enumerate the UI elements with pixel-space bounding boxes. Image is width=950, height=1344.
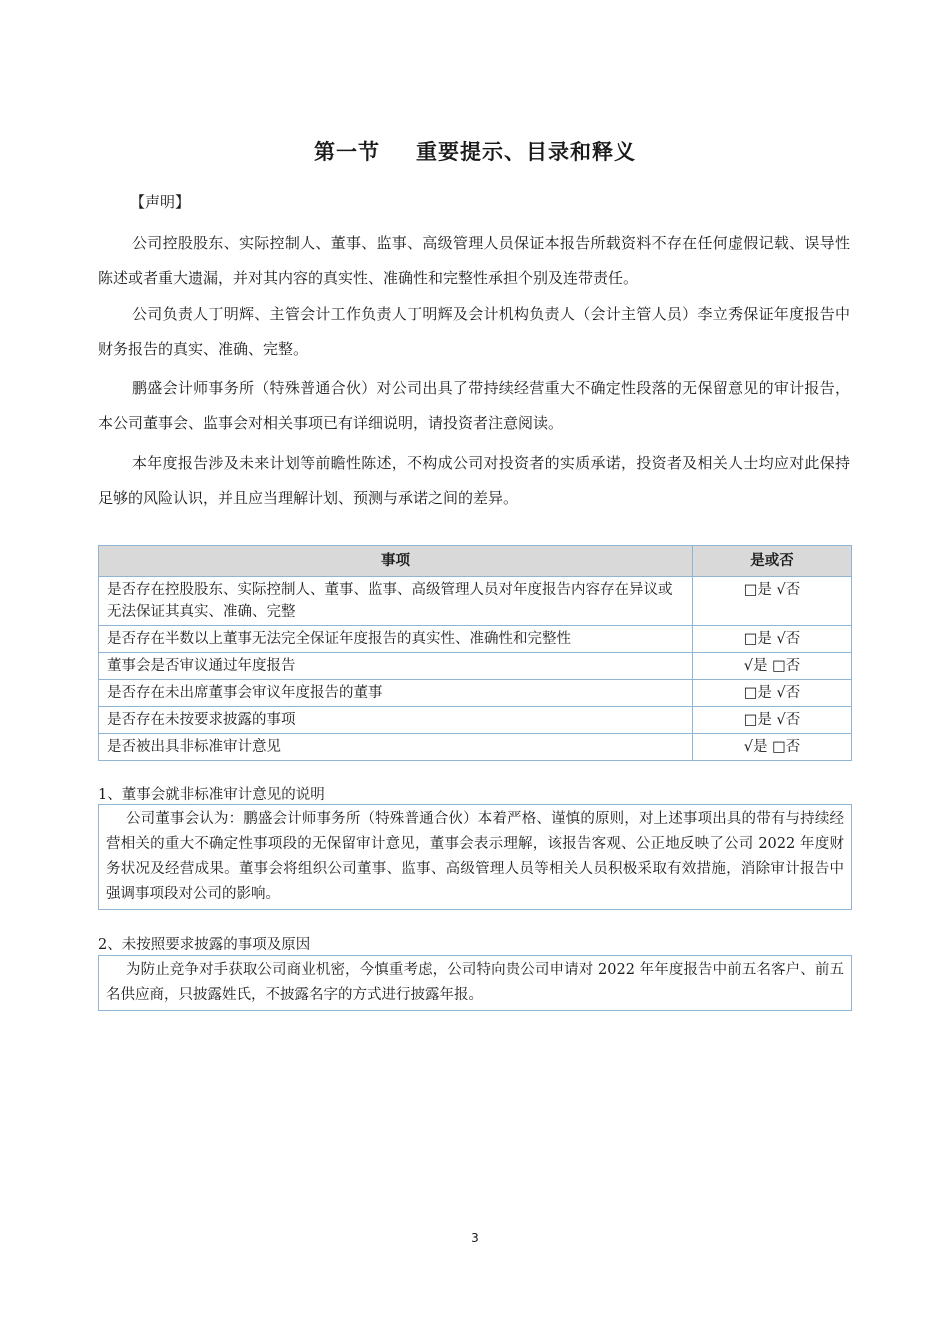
page-number: 3 — [471, 1231, 479, 1245]
table-row — [99, 680, 852, 707]
table-row — [99, 734, 852, 761]
row-item: 是否存在未出席董事会审议年度报告的董事 — [99, 680, 693, 707]
page-title — [0, 136, 950, 166]
paragraph-4: 本年度报告涉及未来计划等前瞻性陈述，不构成公司对投资者的实质承诺，投资者及相关人士均应对此保持足够的风险认识，并且应当理解计划、预测与承诺之间的差异。 — [98, 454, 850, 507]
row-answer: □是 √否 — [693, 577, 852, 626]
header-answer: 是或否 — [693, 546, 852, 577]
row-item: 是否存在控股股东、实际控制人、董事、监事、高级管理人员对年度报告内容存在异议或无法保证其真实、准确、完整 — [99, 577, 693, 626]
title-section: 第一节 — [314, 140, 380, 164]
title-heading: 重要提示、目录和释义 — [416, 140, 636, 164]
section2-heading: 2、未按照要求披露的事项及原因 — [98, 937, 311, 953]
declaration-label: 【声明】 — [130, 193, 191, 211]
row-answer: □是 √否 — [693, 680, 852, 707]
paragraph-2: 公司负责人丁明辉、主管会计工作负责人丁明辉及会计机构负责人（会计主管人员）李立秀保证年度报告中财务报告的真实、准确、完整。 — [98, 305, 850, 358]
section1-heading: 1、董事会就非标准审计意见的说明 — [98, 787, 325, 803]
section1-body: 公司董事会认为：鹏盛会计师事务所（特殊普通合伙）本着严格、谨慎的原则，对上述事项出具的带有与持续经营相关的重大不确定性事项段的无保留审计意见，董事会表示理解，该报告客观、公正地反映了公司 2022 年度财务状况及经营成果。董事会将组织公司董事、监事、高级管理人员等相关人员积极采取有效措施，消除审计报告中强调事项段对公司的影响。 — [98, 804, 852, 910]
row-item: 是否存在未按要求披露的事项 — [99, 707, 693, 734]
row-answer: □是 √否 — [693, 707, 852, 734]
table-row — [99, 626, 852, 653]
paragraph-1: 公司控股股东、实际控制人、董事、监事、高级管理人员保证本报告所载资料不存在任何虚假记载、误导性陈述或者重大遗漏，并对其内容的真实性、准确性和完整性承担个别及连带责任。 — [98, 234, 850, 287]
row-item: 是否被出具非标准审计意见 — [99, 734, 693, 761]
row-answer: □是 √否 — [693, 626, 852, 653]
section2-body: 为防止竞争对手获取公司商业机密，今慎重考虑，公司特向贵公司申请对 2022 年年度报告中前五名客户、前五名供应商，只披露姓氏，不披露名字的方式进行披露年报。 — [98, 955, 852, 1011]
header-item: 事项 — [99, 546, 693, 577]
table-header-row — [99, 546, 852, 577]
row-answer: √是 □否 — [693, 653, 852, 680]
paragraph-3: 鹏盛会计师事务所（特殊普通合伙）对公司出具了带持续经营重大不确定性段落的无保留意见的审计报告，本公司董事会、监事会对相关事项已有详细说明，请投资者注意阅读。 — [98, 379, 850, 432]
table-row — [99, 653, 852, 680]
row-item: 董事会是否审议通过年度报告 — [99, 653, 693, 680]
table-row — [99, 577, 852, 626]
row-answer: √是 □否 — [693, 734, 852, 761]
row-item: 是否存在半数以上董事无法完全保证年度报告的真实性、准确性和完整性 — [99, 626, 693, 653]
table-row — [99, 707, 852, 734]
disclosure-table — [98, 545, 852, 761]
